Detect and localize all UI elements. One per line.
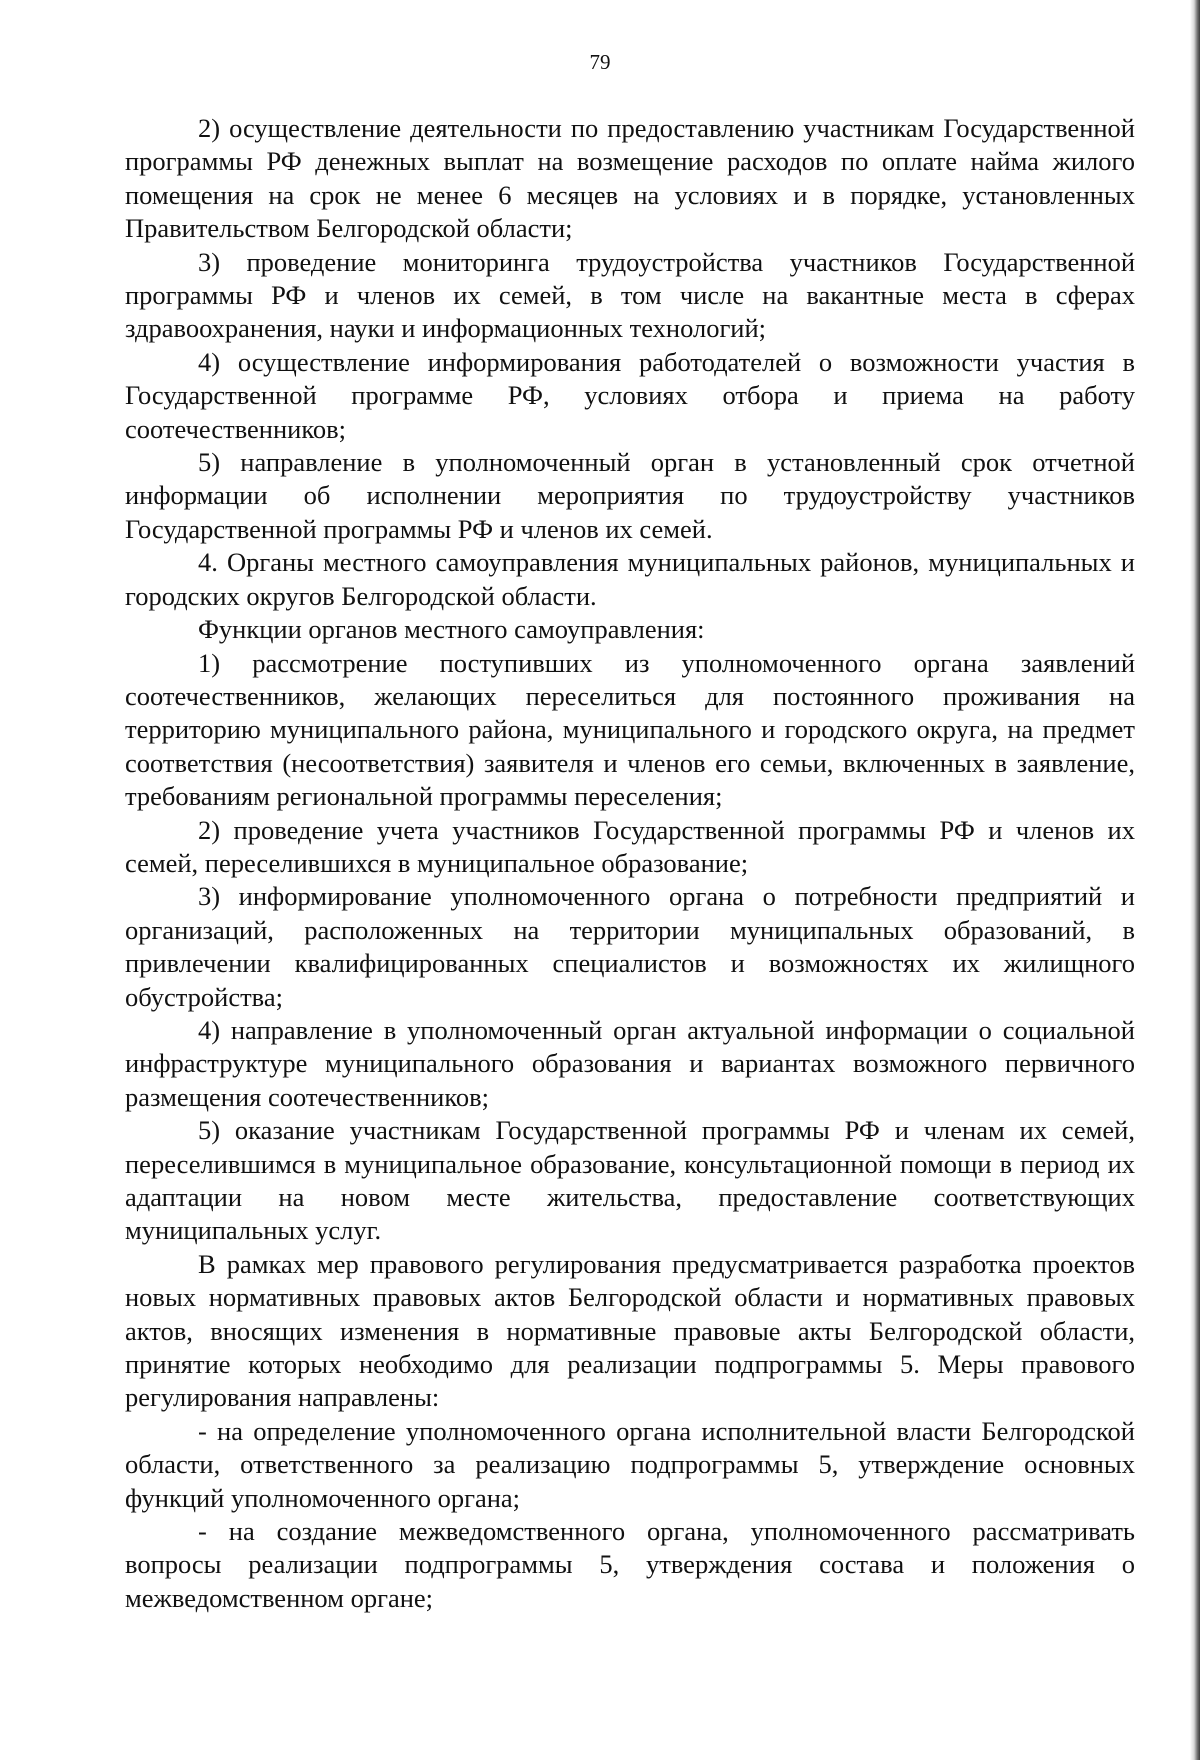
document-body — [125, 112, 1135, 1615]
paragraph-item-4: 4) осуществление информирования работодателей о возможности участия в Государственной программе РФ, условиях отбора и приема на работу соотечественников; — [125, 346, 1135, 444]
function-item-2: 2) проведение учета участников Государственной программы РФ и членов их семей, переселившихся в муниципальное образование; — [125, 814, 1135, 878]
page-number: 79 — [589, 50, 611, 74]
legal-regulation-paragraph: В рамках мер правового регулирования предусматривается разработка проектов новых нормативных правовых актов Белгородской области и нормативных правовых актов, вносящих изменения в нормативные правовые акты Белгородской области, принятие которых необходимо для реализации подпрограммы 5. Меры правового регулирования направлены: — [125, 1248, 1135, 1413]
section-4-heading: 4. Органы местного самоуправления муниципальных районов, муниципальных и городских округов Белгородской области. — [125, 547, 1135, 611]
functions-heading: Функции органов местного самоуправления: — [198, 614, 705, 645]
paragraph-item-5: 5) направление в уполномоченный орган в установленный срок отчетной информации об исполнении мероприятия по трудоустройству участников Государственной программы РФ и членов их семей. — [125, 447, 1135, 544]
scan-edge-shadow — [1190, 0, 1200, 1760]
regulation-bullet-1: - на определение уполномоченного органа исполнительной власти Белгородской области, ответственного за реализацию подпрограммы 5, утверждение основных функций уполномоченного органа; — [125, 1415, 1135, 1513]
paragraph-item-3: 3) проведение мониторинга трудоустройства участников Государственной программы РФ и членов их семей, в том числе на вакантные места в сферах здравоохранения, науки и информационных технологий; — [125, 246, 1135, 344]
function-item-1: 1) рассмотрение поступивших из уполномоченного органа заявлений соотечественников, желающих переселиться для постоянного проживания на территорию муниципального района, муниципального и городского округа, на предмет соответствия (несоответствия) заявителя и членов его семьи, включенных в заявление, требованиям региональной программы переселения; — [125, 647, 1135, 812]
paragraph-item-2: 2) осуществление деятельности по предоставлению участникам Государственной программы РФ денежных выплат на возмещение расходов по оплате найма жилого помещения на срок не менее 6 месяцев на условиях и в порядке, установленных Правительством Белгородской области; — [125, 113, 1135, 244]
function-item-3: 3) информирование уполномоченного органа о потребности предприятий и организаций, расположенных на территории муниципальных образований, в привлечении квалифицированных специалистов и возможностях их жилищного обустройства; — [125, 881, 1135, 1012]
regulation-bullet-2: - на создание межведомственного органа, уполномоченного рассматривать вопросы реализации подпрограммы 5, утверждения состава и положения о межведомственном органе; — [125, 1516, 1135, 1613]
function-item-5: 5) оказание участникам Государственной программы РФ и членам их семей, переселившимся в муниципальное образование, консультационной помощи в период их адаптации на новом месте жительства, предоставление соответствующих муниципальных услуг. — [125, 1115, 1135, 1246]
function-item-4: 4) направление в уполномоченный орган актуальной информации о социальной инфраструктуре муниципального образования и вариантах возможного первичного размещения соотечественников; — [125, 1014, 1135, 1112]
